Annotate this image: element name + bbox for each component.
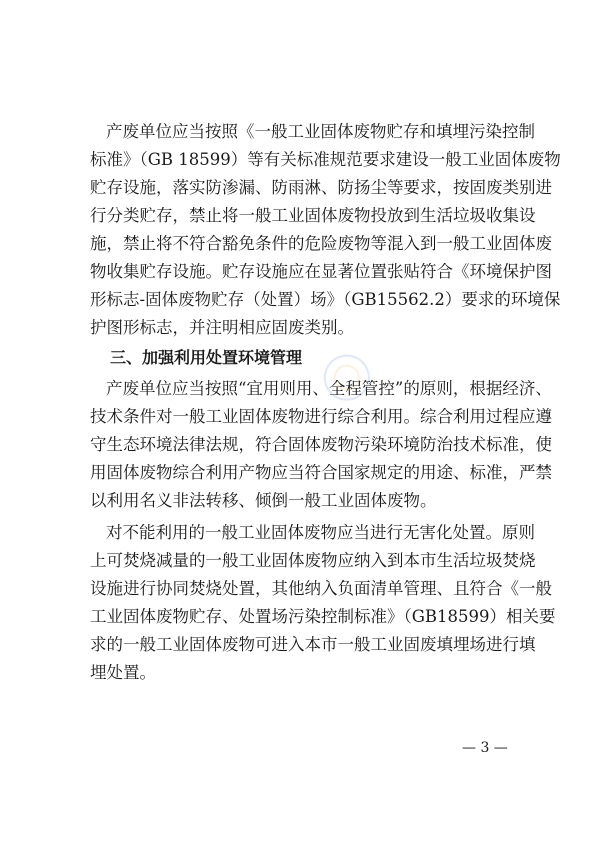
paragraph-1-line-2: 标准》（GB 18599）等有关标准规范要求建设一般工业固体废物	[90, 150, 561, 169]
paragraph-2-line-5: 以利用名义非法转移、倾倒一般工业固体废物。	[90, 491, 437, 510]
paragraph-3-line-6: 埋处置。	[90, 663, 156, 682]
paragraph-3-line-4: 工业固体废物贮存、处置场污染控制标准》（GB18599）相关要	[90, 607, 556, 626]
paragraph-1-line-4: 行分类贮存，禁止将一般工业固体废物投放到生活垃圾收集设	[90, 206, 536, 225]
section-heading: 三、加强利用处置环境管理	[110, 348, 303, 367]
paragraph-1-line-6: 物收集贮存设施。贮存设施应在显著位置张贴符合《环境保护图	[90, 262, 552, 281]
paragraph-2-line-1: 产废单位应当按照“宜用则用、全程管控”的原则，根据经济、	[106, 379, 552, 398]
paragraph-2-line-2: 技术条件对一般工业固体废物进行综合利用。综合利用过程应遵	[90, 407, 552, 426]
paragraph-3-line-3: 设施进行协同焚烧处置，其他纳入负面清单管理、且符合《一般	[90, 579, 552, 598]
paragraph-2-line-3: 守生态环境法律法规，符合固体废物污染环境防治技术标准，使	[90, 435, 552, 454]
paragraph-2-line-4: 用固体废物综合利用产物应当符合国家规定的用途、标准，严禁	[90, 463, 552, 482]
paragraph-3-line-5: 求的一般工业固体废物可进入本市一般工业固废填埋场进行填	[90, 635, 536, 654]
paragraph-1-line-1: 产废单位应当按照《一般工业固体废物贮存和填埋污染控制	[106, 122, 535, 141]
paragraph-1-line-3: 贮存设施，落实防渗漏、防雨淋、防扬尘等要求，按固废类别进	[90, 178, 552, 197]
paragraph-1-line-7: 形标志-固体废物贮存（处置）场》（GB15562.2）要求的环境保	[90, 290, 561, 309]
paragraph-3-line-2: 上可焚烧减量的一般工业固体废物应纳入到本市生活垃圾焚烧	[90, 551, 536, 570]
page-number: — 3 —	[462, 740, 508, 756]
paragraph-1-line-5: 施，禁止将不符合豁免条件的危险废物等混入到一般工业固体废	[90, 234, 552, 253]
paragraph-1-line-8: 护图形标志，并注明相应固废类别。	[90, 318, 354, 337]
paragraph-3-line-1: 对不能利用的一般工业固体废物应当进行无害化处置。原则	[106, 523, 535, 542]
